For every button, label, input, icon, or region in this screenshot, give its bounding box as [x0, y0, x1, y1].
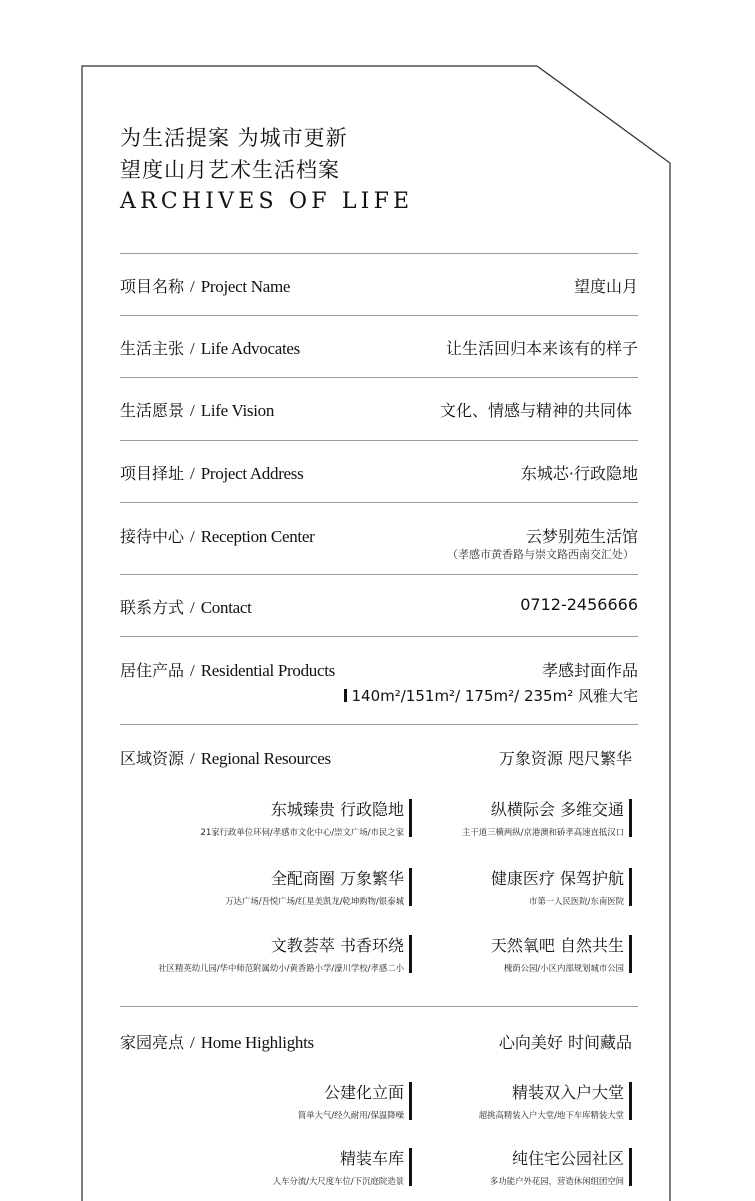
feature-title: 纵横际会 多维交通 — [490, 800, 624, 819]
feature-title: 精装双入户大堂 — [511, 1083, 624, 1102]
section-label-regional-resources: 区域资源 / Regional Resources — [120, 749, 331, 768]
row-value-reception-center: 云梦别苑生活馆 — [525, 527, 638, 546]
feature-accent-bar — [409, 1082, 412, 1120]
divider — [120, 574, 638, 575]
feature-description: 21家行政单位环伺/孝感市文化中心/崇文广场/市民之家 — [200, 827, 404, 837]
row-value-project-name: 望度山月 — [573, 277, 638, 296]
row-label-residential-products: 居住产品 / Residential Products — [120, 661, 335, 680]
accent-bar — [344, 689, 347, 702]
row-value-residential-products: 孝感封面作品 — [541, 661, 638, 680]
feature-title: 公建化立面 — [323, 1083, 404, 1102]
section-value-home-highlights: 心向美好 时间藏品 — [498, 1033, 632, 1052]
feature-title: 天然氧吧 自然共生 — [490, 936, 624, 955]
divider — [120, 440, 638, 441]
feature-description: 市第一人民医院/东南医院 — [529, 896, 624, 906]
section-label-home-highlights: 家园亮点 / Home Highlights — [120, 1033, 314, 1052]
row-value-project-address: 东城芯·行政隐地 — [520, 464, 638, 483]
row-value-life-advocates: 让生活回归本来该有的样子 — [445, 339, 638, 358]
feature-description: 主干道三横两纵/京港澳和硚孝高速直抵汉口 — [462, 827, 624, 837]
feature-accent-bar — [409, 868, 412, 906]
divider — [120, 636, 638, 637]
row-label-life-advocates: 生活主张 / Life Advocates — [120, 339, 300, 358]
feature-title: 东城臻贵 行政隐地 — [270, 800, 404, 819]
row-label-reception-center: 接待中心 / Reception Center — [120, 527, 315, 546]
row-value-life-vision: 文化、情感与精神的共同体 — [439, 401, 632, 420]
feature-accent-bar — [629, 1148, 632, 1186]
divider — [120, 1006, 638, 1007]
product-sizes: 140m²/151m²/ 175m²/ 235m² 风雅大宅 — [344, 685, 639, 706]
feature-description: 多功能户外花园，营造休闲组团空间 — [490, 1176, 624, 1186]
row-value-contact: 0712-2456666 — [520, 595, 638, 614]
feature-title: 全配商圈 万象繁华 — [270, 869, 404, 888]
row-label-project-name: 项目名称 / Project Name — [120, 277, 291, 296]
feature-description: 人车分流/大尺度车位/下沉庭院造景 — [272, 1176, 404, 1186]
feature-title: 精装车库 — [339, 1149, 404, 1168]
row-label-project-address: 项目择址 / Project Address — [120, 464, 304, 483]
reception-center-address: （孝感市黄香路与崇文路西南交汇处） — [447, 548, 634, 561]
divider — [120, 724, 638, 725]
feature-accent-bar — [409, 1148, 412, 1186]
feature-description: 槐荫公园/小区内部规划城市公园 — [503, 963, 624, 973]
feature-accent-bar — [629, 799, 632, 837]
feature-description: 社区精英幼儿园/华中师范附属幼小/黄香路小学/濠川学校/孝感二小 — [158, 963, 404, 973]
feature-accent-bar — [629, 868, 632, 906]
divider — [120, 377, 638, 378]
divider — [120, 253, 638, 254]
headline-line-1: 为生活提案 为城市更新 — [120, 126, 348, 150]
row-label-contact: 联系方式 / Contact — [120, 598, 252, 617]
feature-accent-bar — [409, 799, 412, 837]
archive-card — [120, 0, 638, 1201]
feature-accent-bar — [629, 1082, 632, 1120]
divider — [120, 315, 638, 316]
feature-accent-bar — [409, 935, 412, 973]
section-value-regional-resources: 万象资源 咫尺繁华 — [498, 749, 632, 768]
headline-line-2: 望度山月艺术生活档案 — [120, 158, 340, 182]
feature-description: 超挑高精装入户大堂/地下车库精装大堂 — [478, 1110, 624, 1120]
english-title: ARCHIVES OF LIFE — [120, 189, 414, 214]
row-label-life-vision: 生活愿景 / Life Vision — [120, 401, 275, 420]
feature-title: 文教荟萃 书香环绕 — [270, 936, 404, 955]
feature-title: 健康医疗 保驾护航 — [490, 869, 624, 888]
feature-title: 纯住宅公园社区 — [511, 1149, 624, 1168]
feature-description: 简单大气/经久耐用/保温降噪 — [297, 1110, 404, 1120]
feature-description: 万达广场/吾悦广场/红星美凯龙/乾坤购物/银泰城 — [225, 896, 404, 906]
feature-accent-bar — [629, 935, 632, 973]
divider — [120, 502, 638, 503]
